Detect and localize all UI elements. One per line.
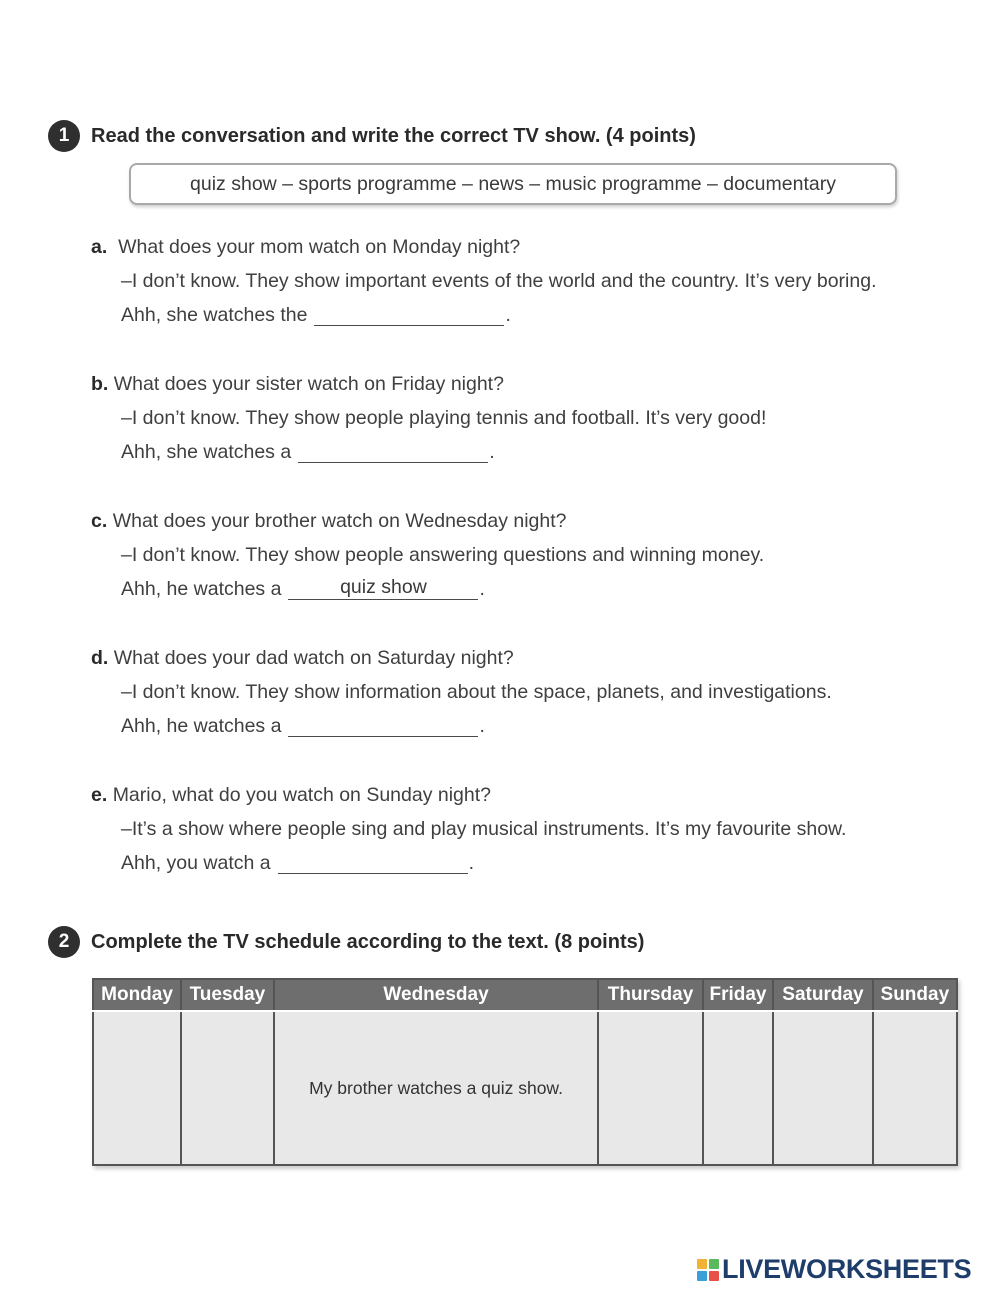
exercise-number-badge: 1	[48, 120, 80, 152]
item-letter: a.	[91, 236, 108, 258]
answer-blank[interactable]	[278, 851, 468, 874]
day-header-wednesday: Wednesday	[274, 979, 599, 1011]
answer-blank[interactable]	[298, 440, 488, 463]
answer-line: –I don’t know. They show people answering questions and winning money.	[121, 544, 765, 566]
sentence-line	[121, 302, 986, 329]
question-text: What does your sister watch on Friday night?	[113, 373, 504, 395]
exercise-2-heading	[48, 926, 644, 958]
sentence-line	[121, 850, 986, 877]
sentence-line	[121, 713, 986, 740]
liveworksheets-logo	[697, 1254, 971, 1285]
sentence-start: Ahh, she watches the	[121, 304, 308, 326]
question-line	[91, 508, 986, 535]
question-line	[91, 782, 986, 809]
question-item-c	[91, 508, 986, 603]
day-header-monday: Monday	[93, 979, 181, 1011]
schedule-cell-wednesday: My brother watches a quiz show.	[274, 1011, 599, 1165]
logo-icon	[697, 1259, 719, 1281]
answer-line: –I don’t know. They show people playing tennis and football. It’s very good!	[121, 407, 767, 429]
schedule-cell-friday[interactable]	[703, 1011, 773, 1165]
question-line	[91, 371, 986, 398]
answer-blank[interactable]	[288, 714, 478, 737]
question-item-a	[91, 234, 986, 329]
day-header-tuesday: Tuesday	[181, 979, 274, 1011]
schedule-cell-thursday[interactable]	[598, 1011, 702, 1165]
sentence-line	[121, 439, 986, 466]
item-letter: c.	[91, 510, 108, 532]
question-text: Mario, what do you watch on Sunday night?	[112, 784, 492, 806]
exercise-1-heading	[48, 120, 696, 152]
logo-block	[697, 1271, 707, 1281]
question-line	[91, 234, 986, 261]
question-text: What does your mom watch on Monday night?	[118, 236, 521, 258]
sentence-end: .	[468, 852, 475, 874]
sentence-start: Ahh, you watch a	[121, 852, 271, 874]
schedule-answer-row	[93, 1011, 957, 1165]
schedule-header-row	[93, 979, 957, 1011]
question-item-e	[91, 782, 986, 877]
question-text: What does your brother watch on Wednesday night?	[112, 510, 567, 532]
sentence-start: Ahh, she watches a	[121, 441, 292, 463]
item-letter: e.	[91, 784, 108, 806]
answer-line: –I don’t know. They show information about the space, planets, and investigations.	[121, 681, 832, 703]
answer-blank[interactable]: quiz show	[288, 577, 478, 600]
sentence-end: .	[479, 578, 485, 600]
sentence-end: .	[505, 304, 511, 326]
schedule-cell-monday[interactable]	[93, 1011, 181, 1165]
tv-schedule-table	[92, 978, 958, 1166]
day-header-thursday: Thursday	[598, 979, 702, 1011]
logo-block	[709, 1259, 719, 1269]
logo-block	[697, 1259, 707, 1269]
sentence-end: .	[489, 441, 495, 463]
answer-line: –It’s a show where people sing and play musical instruments. It’s my favourite show.	[121, 818, 847, 840]
exercise-title: Read the conversation and write the correct TV show. (4 points)	[91, 124, 696, 147]
sentence-start: Ahh, he watches a	[121, 715, 282, 737]
schedule-cell-sunday[interactable]	[873, 1011, 957, 1165]
day-header-saturday: Saturday	[773, 979, 872, 1011]
logo-block	[709, 1271, 719, 1281]
question-item-d	[91, 645, 986, 740]
question-item-b	[91, 371, 986, 466]
sentence-end: .	[479, 715, 485, 737]
exercise-number-badge: 2	[48, 926, 80, 958]
question-text: What does your dad watch on Saturday night?	[113, 647, 514, 669]
day-header-friday: Friday	[703, 979, 773, 1011]
sentence-line	[121, 576, 986, 603]
exercise-title: Complete the TV schedule according to the text. (8 points)	[91, 930, 645, 953]
day-header-sunday: Sunday	[873, 979, 957, 1011]
word-bank: quiz show – sports programme – news – music programme – documentary	[129, 163, 897, 205]
answer-line: –I don’t know. They show important events of the world and the country. It’s very boring.	[121, 270, 877, 292]
item-letter: d.	[91, 647, 109, 669]
schedule-cell-tuesday[interactable]	[181, 1011, 274, 1165]
item-letter: b.	[91, 373, 109, 395]
question-line	[91, 645, 986, 672]
sentence-start: Ahh, he watches a	[121, 578, 282, 600]
answer-blank[interactable]	[314, 303, 504, 326]
logo-text: LIVEWORKSHEETS	[722, 1254, 972, 1284]
schedule-cell-saturday[interactable]	[773, 1011, 872, 1165]
